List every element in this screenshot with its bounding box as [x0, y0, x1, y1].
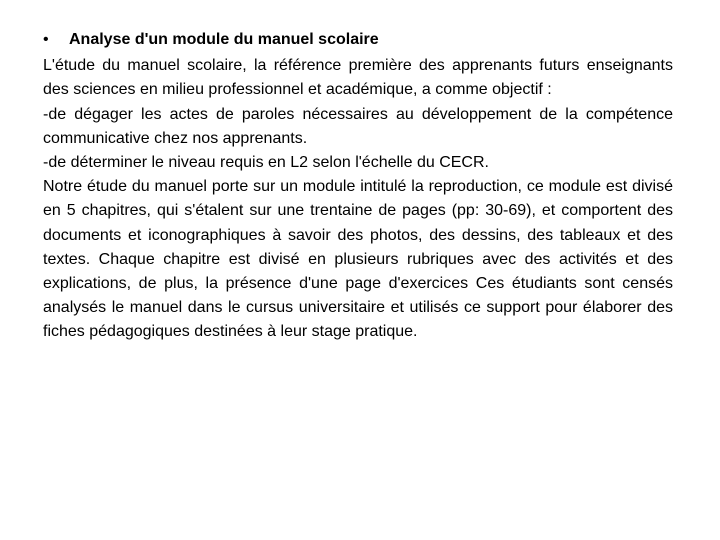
bullet-icon: •	[43, 31, 49, 48]
study-description-paragraph: Notre étude du manuel porte sur un module intitulé la reproduction, ce module est divisé en 5 chapitres, qui s'étalent sur une trentaine de pages (pp: 30-69), et comportent des documents et iconographiques à savoir des photos, des dessins, des tableaux et des textes. Chaque chapitre est divisé en plusieurs rubriques avec des activités et des explications, de plus, la présence d'une page d'exercices Ces étudiants sont censés analysés le manuel dans le cursus universitaire et utilisés ce support pour élaborer des fiches pédagogiques destinées à leur stage pratique.	[43, 178, 673, 341]
heading-title: Analyse d'un module du manuel scolaire	[69, 31, 379, 48]
objective-item-1: -de dégager les actes de paroles nécessaires au développement de la compétence communicative chez nos apprenants.	[43, 105, 673, 147]
intro-paragraph: L'étude du manuel scolaire, la référence première des apprenants futurs enseignants des sciences en milieu professionnel et académique, a comme objectif :	[43, 57, 673, 99]
objective-item-2: -de déterminer le niveau requis en L2 selon l'échelle du CECR.	[43, 154, 489, 172]
section-heading	[43, 28, 673, 52]
slide-content	[43, 28, 673, 345]
